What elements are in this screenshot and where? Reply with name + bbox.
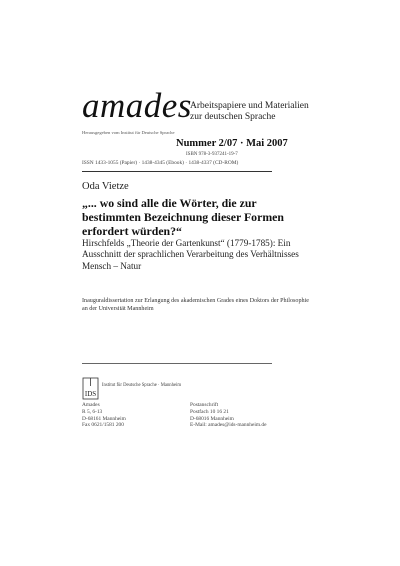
address-left: [82, 402, 126, 429]
series-tagline: Arbeitspapiere und Materialien zur deutschen Sprache: [190, 101, 309, 122]
address-left-line: R 5, 6-13: [82, 408, 103, 415]
address-right-line: Postfach 10 16 21: [190, 408, 229, 415]
address-right-line: D-68016 Mannheim: [190, 415, 234, 422]
institute-name: Institut für Deutsche Sprache · Mannheim: [102, 383, 182, 388]
series-logo: amades: [82, 86, 192, 125]
publisher-line: Herausgegeben vom Institut für Deutsche Sprache: [82, 130, 175, 135]
address-right-line: Postanschrift: [190, 402, 219, 408]
address-left-line: Amades: [82, 402, 100, 408]
address-left-line: Fax 0621/1581 200: [82, 422, 124, 429]
ids-logo-text: IDS: [84, 390, 97, 398]
address-right: [190, 402, 267, 429]
address-right-line: E-Mail: amades@ids-mannheim.de: [190, 422, 267, 429]
header-rule: [82, 171, 272, 172]
address-left-line: D-68161 Mannheim: [82, 415, 126, 422]
document-title: „... wo sind alle die Wörter, die zur bestimmten Bezeichnung dieser Formen erfordert würden?“: [82, 196, 284, 238]
isbn-line: ISBN 978-3-937241-19-7: [186, 152, 238, 157]
document-subtitle: Hirschfelds „Theorie der Gartenkunst“ (1779-1785): Ein Ausschnitt der sprachlichen Verarbeitung des Verhältnisses Mensch – Natur: [82, 238, 299, 271]
dissertation-note: Inauguraldissertation zur Erlangung des akademischen Grades eines Doktors der Philosophie an der Universität Mannheim: [82, 298, 309, 312]
footer-rule: [82, 363, 272, 364]
issue-number: Nummer 2/07 · Mai 2007: [176, 138, 288, 149]
author-name: Oda Vietze: [82, 181, 129, 192]
issn-line: ISSN 1433-1055 (Papier) · 1438-4345 (Ebook) · 1438-4337 (CD-ROM): [82, 160, 239, 166]
ids-logo-icon: [82, 377, 99, 400]
